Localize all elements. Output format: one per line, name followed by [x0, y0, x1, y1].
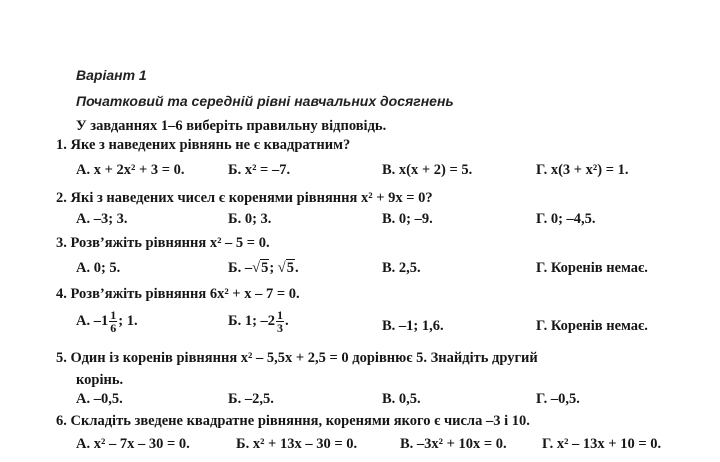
q6-option-d: Г. x² – 13x + 10 = 0.	[542, 436, 662, 452]
q4a-label: А.	[76, 312, 94, 329]
q1-option-c: В. x(x + 2) = 5.	[382, 162, 473, 178]
q4b-denominator: 3	[277, 321, 284, 335]
q4a-denominator: 6	[110, 321, 117, 335]
q3b-radicand-1: 5	[261, 260, 269, 276]
q2-option-a: А. –3; 3.	[76, 211, 128, 227]
q5-option-a: А. –0,5.	[76, 391, 123, 407]
q4-option-a	[76, 309, 138, 334]
q4b-prefix: Б. 1;	[228, 312, 261, 329]
q4-option-d: Г. Коренів немає.	[536, 318, 648, 334]
q4a-fraction	[109, 309, 117, 334]
q3b-prefix: Б. –	[228, 260, 253, 276]
q3-option-c: В. 2,5.	[382, 260, 421, 276]
q5-option-c: В. 0,5.	[382, 391, 421, 407]
q4b-rest: .	[285, 312, 289, 329]
q6-option-b: Б. x² + 13x – 30 = 0.	[236, 436, 358, 452]
q3b-separator: ;	[269, 260, 278, 276]
instruction: У завданнях 1–6 виберіть правильну відповідь.	[76, 118, 387, 134]
q3-option-b	[228, 260, 299, 277]
q4-option-b	[228, 309, 289, 334]
q2-option-c: В. 0; –9.	[382, 211, 433, 227]
q1-option-a: А. x + 2x² + 3 = 0.	[76, 162, 185, 178]
q4a-numerator: 1	[110, 308, 117, 322]
question-1: 1. Яке з наведених рівнянь не є квадратним?	[56, 137, 351, 153]
q2-option-b: Б. 0; 3.	[228, 211, 272, 227]
q2-option-d: Г. 0; –4,5.	[536, 211, 596, 227]
q4b-whole: –2	[260, 312, 276, 329]
variant-title: Варіант 1	[76, 67, 147, 83]
question-2: 2. Які з наведених чисел є коренями рівняння x² + 9x = 0?	[56, 190, 433, 206]
q6-option-a: А. x² – 7x – 30 = 0.	[76, 436, 190, 452]
question-4: 4. Розв’яжіть рівняння 6x² + x – 7 = 0.	[56, 286, 300, 302]
question-6: 6. Складіть зведене квадратне рівняння, коренями якого є числа –3 і 10.	[56, 413, 530, 429]
question-5: 5. Один із коренів рівняння x² – 5,5x + 2,5 = 0 дорівнює 5. Знайдіть другий	[56, 350, 538, 366]
sqrt-icon: √	[277, 260, 286, 276]
q6-option-c: В. –3x² + 10x = 0.	[400, 436, 507, 452]
q4b-numerator: 1	[277, 308, 284, 322]
q4a-rest: ; 1.	[118, 312, 138, 329]
q3-option-d: Г. Коренів немає.	[536, 260, 648, 276]
level-subtitle: Початковий та середній рівні навчальних досягнень	[76, 93, 454, 109]
q5-option-b: Б. –2,5.	[228, 391, 274, 407]
question-5-continued: корінь.	[76, 372, 124, 388]
q3b-radicand-2: 5	[286, 260, 294, 276]
q4b-fraction	[276, 309, 284, 334]
q4-option-c: В. –1; 1,6.	[382, 318, 444, 334]
sqrt-icon: √	[252, 260, 261, 276]
q4a-whole: –1	[93, 312, 109, 329]
q1-option-d: Г. x(3 + x²) = 1.	[536, 162, 629, 178]
q3b-end: .	[295, 260, 299, 276]
q3-option-a: А. 0; 5.	[76, 260, 121, 276]
q1-option-b: Б. x² = –7.	[228, 162, 291, 178]
q5-option-d: Г. –0,5.	[536, 391, 580, 407]
question-3: 3. Розв’яжіть рівняння x² – 5 = 0.	[56, 235, 270, 251]
